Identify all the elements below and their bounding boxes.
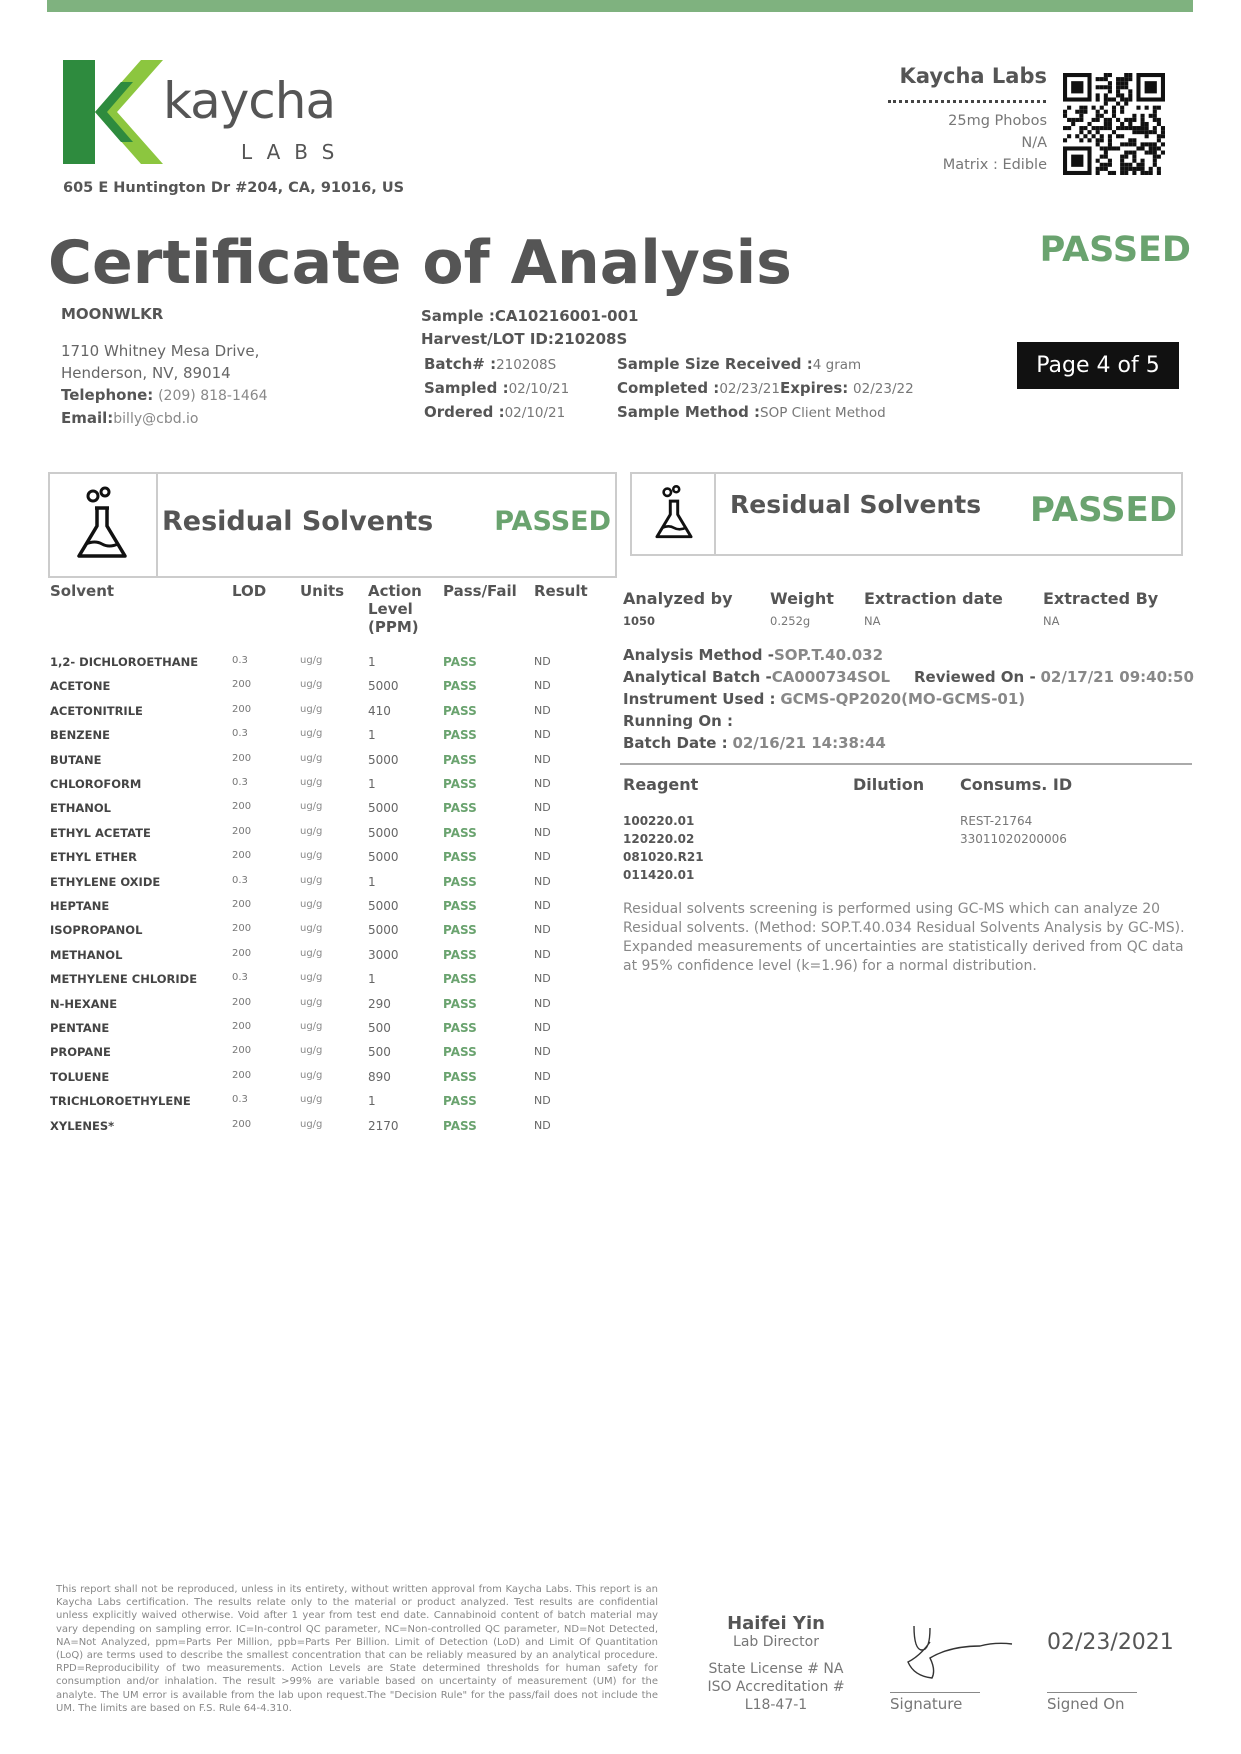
pass-fail: PASS <box>443 703 477 718</box>
batch-value: 210208S <box>496 357 557 373</box>
action-level: 1 <box>368 777 376 791</box>
units: ug/g <box>300 1118 323 1130</box>
signed-on-label: Signed On <box>1047 1695 1125 1713</box>
qr-code-icon <box>1063 73 1165 175</box>
solvent-name: ETHANOL <box>50 801 111 816</box>
completed-label: Completed : <box>617 379 720 397</box>
lod: 200 <box>232 801 252 813</box>
sample-dates <box>424 353 569 425</box>
solvent-name: PENTANE <box>50 1021 110 1035</box>
consums-list <box>960 812 1067 848</box>
solvent-name: TRICHLOROETHYLENE <box>50 1094 191 1109</box>
consums-id: 33011020200006 <box>960 832 1067 846</box>
pass-fail: PASS <box>443 1069 477 1084</box>
pass-fail: PASS <box>443 679 477 694</box>
result: ND <box>534 801 551 815</box>
action-level: 5000 <box>368 752 399 767</box>
right-panel-status: PASSED <box>1029 490 1177 530</box>
right-panel-title: Residual Solvents <box>730 490 982 519</box>
right-panel-header <box>630 472 1183 556</box>
iso-number: L18-47-1 <box>744 1697 808 1713</box>
lod: 200 <box>232 899 252 910</box>
action-level: 500 <box>368 1021 391 1035</box>
action-level: 5000 <box>368 801 399 816</box>
lod: 200 <box>232 1069 252 1081</box>
table-row <box>50 704 610 726</box>
reagent-id: 081020.R21 <box>623 850 704 864</box>
left-panel-status: PASSED <box>494 506 611 537</box>
weight: 0.252g <box>770 614 811 628</box>
signature-label: Signature <box>890 1695 963 1713</box>
result: ND <box>534 996 551 1010</box>
reviewed-on <box>914 666 1194 688</box>
result: ND <box>534 1045 551 1059</box>
pass-fail: PASS <box>443 899 477 913</box>
action-level: 5000 <box>368 679 399 694</box>
result: ND <box>534 1118 551 1132</box>
solvent-name: ISOPROPANOL <box>50 923 143 938</box>
extracted-by-label: Extracted By <box>1043 589 1159 608</box>
units: ug/g <box>300 777 323 788</box>
units: ug/g <box>300 972 323 984</box>
pass-fail: PASS <box>443 874 477 889</box>
action-level: 1 <box>368 874 376 889</box>
lod: 0.3 <box>232 874 248 886</box>
pass-fail: PASS <box>443 1021 477 1035</box>
table-row <box>50 1021 610 1043</box>
result: ND <box>534 874 551 888</box>
result: ND <box>534 752 551 766</box>
table-row <box>50 850 610 872</box>
table-row <box>50 679 610 701</box>
lab-name: Kaycha Labs <box>899 64 1047 88</box>
units: ug/g <box>300 801 323 813</box>
table-row <box>50 997 610 1019</box>
dilution-header: Dilution <box>853 775 925 794</box>
action-level: 2170 <box>368 1118 399 1133</box>
signature-image <box>900 1620 1020 1682</box>
lod: 200 <box>232 679 252 691</box>
telephone-label: Telephone: <box>61 386 154 404</box>
action-level: 5000 <box>368 899 399 913</box>
table-row <box>50 826 610 848</box>
header-pass-fail: Pass/Fail <box>443 582 517 600</box>
instrument: GCMS-QP2020(MO-GCMS-01) <box>780 690 1026 708</box>
result: ND <box>534 777 551 790</box>
kaycha-logo <box>63 60 353 170</box>
reviewed-label: Reviewed On - <box>914 668 1036 686</box>
units: ug/g <box>300 703 323 715</box>
result: ND <box>534 899 551 912</box>
flask-icon <box>75 486 129 562</box>
header-lod: LOD <box>232 582 267 600</box>
table-row <box>50 899 610 921</box>
signature-line <box>890 1692 980 1693</box>
expires-label: Expires: <box>779 379 849 397</box>
header-action-line: (PPM) <box>368 618 419 636</box>
email-label: Email: <box>61 409 114 427</box>
product-info <box>943 110 1047 176</box>
table-row <box>50 1094 610 1116</box>
result: ND <box>534 728 551 742</box>
result: ND <box>534 655 551 668</box>
action-level: 1 <box>368 655 376 669</box>
solvent-name: HEPTANE <box>50 899 110 913</box>
action-level: 5000 <box>368 850 399 865</box>
sample-id: CA10216001-001 <box>494 307 639 325</box>
pass-fail: PASS <box>443 655 477 669</box>
lod: 200 <box>232 996 252 1008</box>
solvent-name: BUTANE <box>50 752 102 767</box>
solvent-name: TOLUENE <box>50 1069 110 1084</box>
solvent-name: ACETONE <box>50 679 111 694</box>
left-panel-header <box>48 472 617 578</box>
batch-date-label: Batch Date : <box>623 734 728 752</box>
units: ug/g <box>300 850 323 862</box>
result: ND <box>534 1021 551 1034</box>
size-label: Sample Size Received : <box>617 355 813 373</box>
reagent-id: 100220.01 <box>623 814 695 828</box>
pass-fail: PASS <box>443 825 477 840</box>
pass-fail: PASS <box>443 996 477 1011</box>
extraction-date: NA <box>864 614 881 628</box>
solvent-name: METHANOL <box>50 947 123 962</box>
units: ug/g <box>300 728 323 740</box>
logo-mark-icon <box>63 60 163 164</box>
header-result: Result <box>534 582 588 600</box>
overall-status: PASSED <box>1039 230 1191 270</box>
result: ND <box>534 679 551 693</box>
client-address-2: Henderson, NV, 89014 <box>61 364 231 382</box>
result: ND <box>534 703 551 717</box>
lod: 0.3 <box>232 1094 248 1106</box>
lod: 200 <box>232 1118 252 1130</box>
table-row <box>50 923 610 945</box>
solvent-name: ETHYLENE OXIDE <box>50 874 161 889</box>
analysis-details <box>623 644 1025 754</box>
expires-value: 02/23/22 <box>853 381 914 397</box>
consums-id: REST-21764 <box>960 814 1033 828</box>
analyzed-by-label: Analyzed by <box>623 589 733 608</box>
lot-label: Harvest/LOT ID: <box>421 330 554 348</box>
signer-name: Haifei Yin <box>727 1613 825 1634</box>
product-line2: N/A <box>1021 135 1047 151</box>
units: ug/g <box>300 899 323 910</box>
action-level: 290 <box>368 996 391 1011</box>
pass-fail: PASS <box>443 850 477 865</box>
table-row <box>50 875 610 897</box>
pass-fail: PASS <box>443 972 477 987</box>
table-row <box>50 801 610 823</box>
running-on-label: Running On : <box>623 712 734 730</box>
result: ND <box>534 1069 551 1083</box>
pass-fail: PASS <box>443 777 477 791</box>
lod: 200 <box>232 752 252 764</box>
units: ug/g <box>300 1045 323 1057</box>
instrument-label: Instrument Used : <box>623 690 776 708</box>
lod: 200 <box>232 825 252 837</box>
lod: 0.3 <box>232 655 248 666</box>
state-license: State License # NA <box>708 1661 844 1677</box>
table-row <box>50 1070 610 1092</box>
divider <box>620 763 1192 765</box>
table-row <box>50 1119 610 1141</box>
solvent-name: N-HEXANE <box>50 996 118 1011</box>
reviewed-date: 02/17/21 09:40:50 <box>1040 668 1194 686</box>
completed-value: 02/23/21 <box>719 381 780 397</box>
table-row <box>50 948 610 970</box>
units: ug/g <box>300 874 323 886</box>
units: ug/g <box>300 1094 323 1106</box>
pass-fail: PASS <box>443 801 477 816</box>
lod: 200 <box>232 850 252 862</box>
analysis-method: SOP.T.40.032 <box>774 646 884 664</box>
disclaimer: This report shall not be reproduced, unless in its entirety, without written approval from Kaycha Labs. This report is an Kaycha Labs certification. The results relate only to the material or product analyzed. Test results are confidential unless explicitly waived otherwise. Void after 1 year from test end date. Cannabinoid content of batch material may vary depending on sampling error. IC=In-control QC parameter, NC=Non-controlled QC parameter, ND=Not Detected, NA=Not Analyzed, ppm=Parts Per Million, ppb=Parts Per Billion. Limit of Detection (LoD) and Limit Of Quantitation (LoQ) are terms used to describe the smallest concentration that can be reliably measured by an analytical procedure. RPD=Reproducibility of two measurements. Action Levels are State determined thresholds for human safety for consumption and/or inhalation. The result >99% are variable based on uncertainty of measurement (UM) for the analyte. The UM error is available from the lab upon request.The "Decision Rule" for the pass/fail does not include the UM. The limits are based on F.S. Rule 64-4.310. <box>56 1584 658 1714</box>
reagent-id: 011420.01 <box>623 868 695 882</box>
table-row <box>50 1045 610 1067</box>
result: ND <box>534 972 551 986</box>
units: ug/g <box>300 947 323 959</box>
signed-on-line <box>1047 1692 1137 1693</box>
iso-label: ISO Accreditation # <box>707 1679 845 1695</box>
extracted-by: NA <box>1043 614 1060 628</box>
sample-details <box>617 353 914 425</box>
analyzed-by: 1050 <box>623 614 656 628</box>
method-label: Analysis Method - <box>623 646 774 664</box>
dotted-divider <box>888 100 1046 103</box>
action-level: 410 <box>368 703 391 718</box>
method-label: Sample Method : <box>617 403 761 421</box>
consums-header: Consums. ID <box>960 775 1073 794</box>
solvent-name: BENZENE <box>50 728 110 743</box>
client-name: MOONWLKR <box>61 305 164 323</box>
units: ug/g <box>300 996 323 1008</box>
ordered-value: 02/10/21 <box>504 405 566 421</box>
page-title: Certificate of Analysis <box>48 228 792 298</box>
logo-subtext: LABS <box>241 140 349 164</box>
extraction-date-label: Extraction date <box>864 589 1003 608</box>
result: ND <box>534 923 551 937</box>
table-row <box>50 753 610 775</box>
solvent-name: CHLOROFORM <box>50 777 142 791</box>
page-indicator: Page 4 of 5 <box>1017 342 1179 389</box>
logo-text: kaycha <box>163 72 336 130</box>
product-name: 25mg Phobos <box>948 113 1047 129</box>
table-row <box>50 777 610 799</box>
result: ND <box>534 1094 551 1108</box>
lab-address: 605 E Huntington Dr #204, CA, 91016, US <box>63 180 405 196</box>
analytical-batch-label: Analytical Batch - <box>623 668 772 686</box>
sampled-value: 02/10/21 <box>508 381 570 397</box>
client-address-1: 1710 Whitney Mesa Drive, <box>61 342 260 360</box>
units: ug/g <box>300 752 323 764</box>
size-value: 4 gram <box>812 357 862 373</box>
result: ND <box>534 825 551 839</box>
signer-title: Lab Director <box>733 1634 819 1650</box>
flask-icon-cell <box>632 474 716 554</box>
left-panel-title: Residual Solvents <box>162 506 434 537</box>
header-solvent: Solvent <box>50 582 115 600</box>
header-units: Units <box>300 582 345 600</box>
analytical-batch: CA000734SOL <box>771 668 891 686</box>
result: ND <box>534 850 551 864</box>
header-action-line: Action <box>368 582 422 600</box>
action-level: 3000 <box>368 947 399 962</box>
action-level: 1 <box>368 728 376 743</box>
lod: 0.3 <box>232 972 248 984</box>
lod: 200 <box>232 1021 252 1032</box>
flask-icon-cell <box>50 474 158 576</box>
header-action-level <box>368 582 422 636</box>
flask-icon <box>654 484 694 542</box>
header-action-line: Level <box>368 600 413 618</box>
lod: 0.3 <box>232 728 248 740</box>
action-level: 890 <box>368 1069 391 1084</box>
sample-label: Sample : <box>421 307 495 325</box>
lod: 200 <box>232 923 252 935</box>
telephone: (209) 818-1464 <box>158 388 268 404</box>
signed-date: 02/23/2021 <box>1047 1630 1174 1655</box>
result: ND <box>534 947 551 961</box>
pass-fail: PASS <box>443 947 477 962</box>
pass-fail: PASS <box>443 1118 477 1133</box>
solvent-name: ETHYL ACETATE <box>50 825 151 840</box>
action-level: 5000 <box>368 923 399 938</box>
method-value: SOP Client Method <box>760 405 886 421</box>
pass-fail: PASS <box>443 752 477 767</box>
matrix: Matrix : Edible <box>942 157 1047 173</box>
action-level: 1 <box>368 972 376 987</box>
units: ug/g <box>300 825 323 837</box>
solvent-name: METHYLENE CHLORIDE <box>50 972 198 987</box>
action-level: 5000 <box>368 825 399 840</box>
units: ug/g <box>300 1069 323 1081</box>
ordered-label: Ordered : <box>424 403 505 421</box>
pass-fail: PASS <box>443 923 477 938</box>
method-description: Residual solvents screening is performed using GC-MS which can analyze 20 Residual solvents. (Method: SOP.T.40.034 Residual Solvents Analysis by GC-MS). Expanded measurements of uncertainties are statistically derived from QC data at 95% confidence level (k=1.96) for a normal distribution. <box>623 901 1185 974</box>
action-level: 500 <box>368 1045 391 1060</box>
pass-fail: PASS <box>443 1045 477 1060</box>
reagent-list <box>623 812 704 884</box>
units: ug/g <box>300 923 323 935</box>
table-row <box>50 728 610 750</box>
batch-date: 02/16/21 14:38:44 <box>732 734 886 752</box>
batch-label: Batch# : <box>424 355 497 373</box>
pass-fail: PASS <box>443 728 477 743</box>
units: ug/g <box>300 679 323 691</box>
pass-fail: PASS <box>443 1094 477 1109</box>
units: ug/g <box>300 1021 323 1032</box>
lod: 200 <box>232 703 252 715</box>
table-row <box>50 655 610 677</box>
solvent-name: XYLENES* <box>50 1118 115 1133</box>
weight-label: Weight <box>770 589 834 608</box>
sample-ids <box>421 305 638 351</box>
solvent-name: ETHYL ETHER <box>50 850 138 865</box>
email: billy@cbd.io <box>113 411 199 427</box>
lod: 200 <box>232 947 252 959</box>
lot-id: 210208S <box>553 330 628 348</box>
reagent-header: Reagent <box>623 775 699 794</box>
top-accent-bar <box>47 0 1193 12</box>
signer-block <box>690 1613 862 1714</box>
reagent-id: 120220.02 <box>623 832 695 846</box>
table-row <box>50 972 610 994</box>
lod: 200 <box>232 1045 252 1057</box>
client-info <box>61 340 268 430</box>
sampled-label: Sampled : <box>424 379 509 397</box>
solvent-name: PROPANE <box>50 1045 111 1060</box>
lod: 0.3 <box>232 777 248 788</box>
solvent-name: ACETONITRILE <box>50 703 143 718</box>
units: ug/g <box>300 655 323 666</box>
solvent-name: 1,2- DICHLOROETHANE <box>50 655 199 669</box>
action-level: 1 <box>368 1094 376 1109</box>
